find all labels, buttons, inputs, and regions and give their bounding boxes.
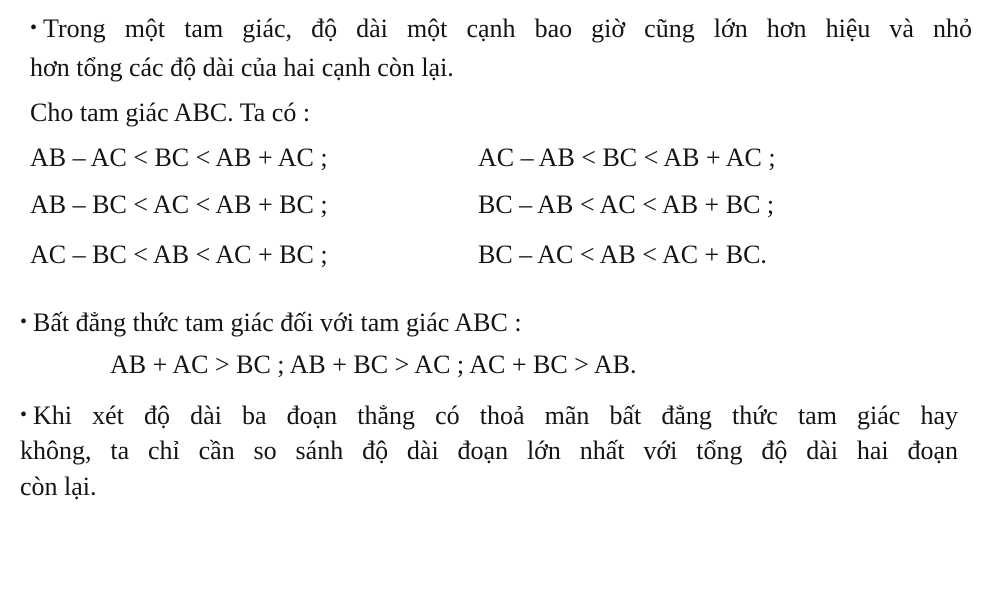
paragraph-2-text-1: Bất đẳng thức tam giác đối với tam giác ABC : [33,308,522,337]
bullet-icon: • [30,17,38,39]
inequality-left-3: AC – BC < AB < AC + BC ; [30,240,328,269]
inequality-right-3: BC – AC < AB < AC + BC. [478,240,767,269]
paragraph-2-line-1 [20,307,522,338]
paragraph-3-text-1: Khi xét độ dài ba đoạn thẳng có thoả mãn bất đẳng thức tam giác hay [33,401,958,430]
paragraph-3-line-2: không, ta chỉ cần so sánh độ dài đoạn lớn nhất với tổng độ dài hai đoạn [20,436,958,465]
paragraph-1-line-1 [30,13,972,44]
triangle-inequality-formula: AB + AC > BC ; AB + BC > AC ; AC + BC > AB. [110,350,637,379]
inequality-right-2: BC – AB < AC < AB + BC ; [478,190,775,219]
bullet-icon: • [20,311,28,333]
paragraph-3-line-3: còn lại. [20,472,97,501]
paragraph-1-text-1: Trong một tam giác, độ dài một cạnh bao giờ cũng lớn hơn hiệu và nhỏ [43,14,972,43]
inequality-right-1: AC – AB < BC < AB + AC ; [478,143,776,172]
intro-line: Cho tam giác ABC. Ta có : [30,98,311,127]
inequality-left-2: AB – BC < AC < AB + BC ; [30,190,328,219]
paragraph-3-line-1 [20,400,958,431]
bullet-icon: • [20,404,28,426]
paragraph-1-line-2: hơn tổng các độ dài của hai cạnh còn lại. [30,53,454,82]
inequality-left-1: AB – AC < BC < AB + AC ; [30,143,328,172]
